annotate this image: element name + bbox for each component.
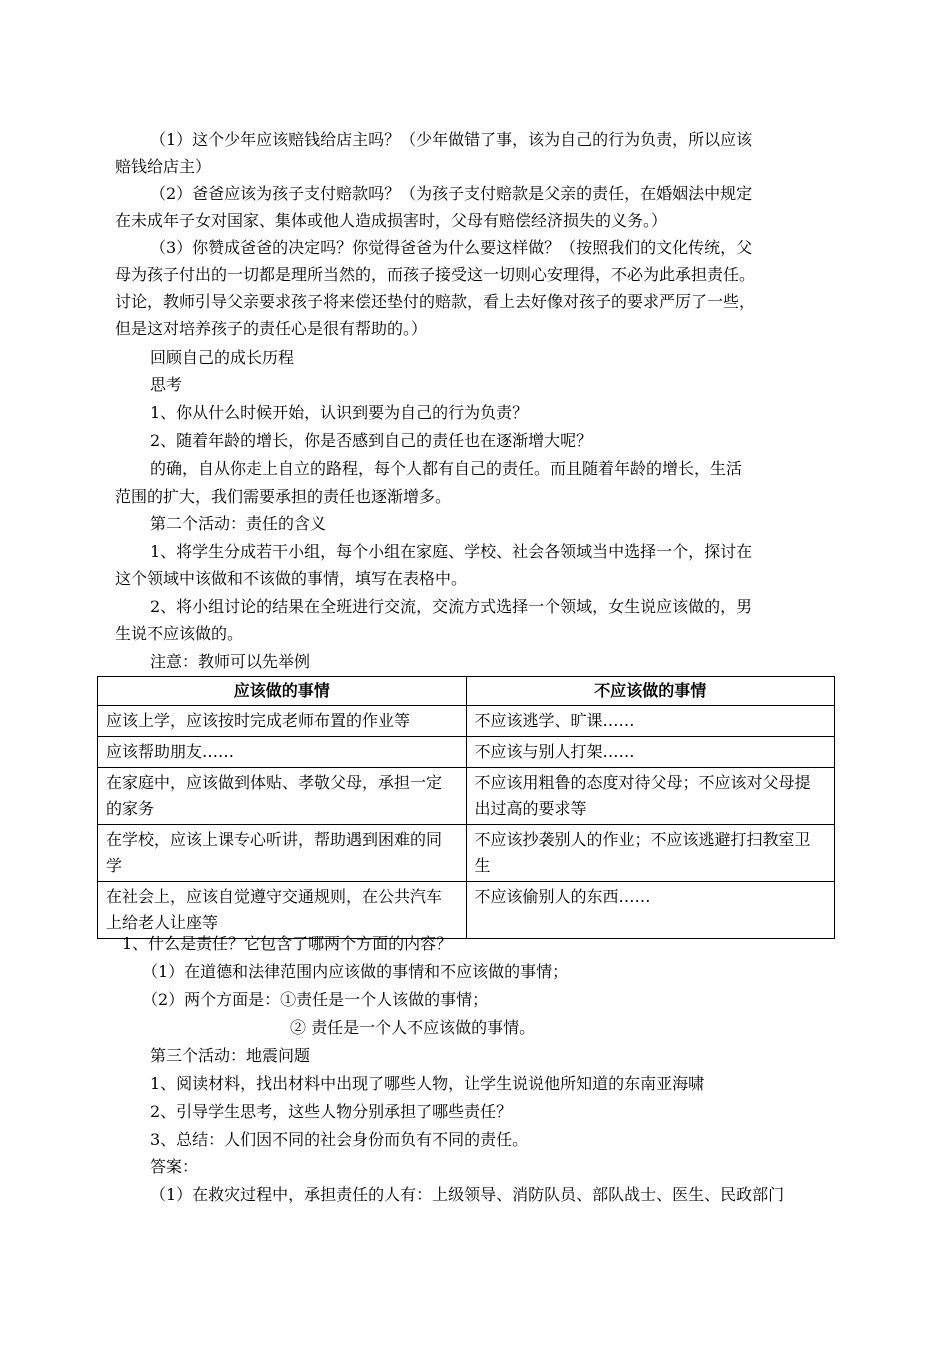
paragraph-line: （1）在道德和法律范围内应该做的事情和不应该做的事情； [142,962,569,981]
table-row [98,768,835,825]
paragraph-line: （2）两个方面是：①责任是一个人该做的事情； [142,990,489,1009]
paragraph-line: 3、总结：人们因不同的社会身份而负有不同的责任。 [150,1130,529,1149]
paragraph-line: 答案： [150,1157,199,1176]
paragraph-line: （2）爸爸应该为孩子支付赔款吗？（为孩子支付赔款是父亲的责任，在婚姻法中规定 [150,184,753,203]
paragraph-line: 回顾自己的成长历程 [150,348,295,367]
table-cell-should-not: 不应该偷别人的东西…… [466,882,835,939]
paragraph-line: ② 责任是一个人不应该做的事情。 [290,1018,536,1037]
table-cell-should-not: 不应该与别人打架…… [466,737,835,768]
table-cell-should: 应该上学，应该按时完成老师布置的作业等 [98,706,467,737]
paragraph-line: 的确，自从你走上自立的路程，每个人都有自己的责任。而且随着年龄的增长，生活 [150,459,743,478]
paragraph-line: 1、将学生分成若干小组，每个小组在家庭、学校、社会各领域当中选择一个，探讨在 [150,542,753,561]
paragraph-line: 范围的扩大，我们需要承担的责任也逐渐增多。 [115,487,452,506]
paragraph-line: 2、引导学生思考，这些人物分别承担了哪些责任？ [150,1102,513,1121]
paragraph-line: （1）这个少年应该赔钱给店主吗？（少年做错了事，该为自己的行为负责，所以应该 [150,130,753,149]
paragraph-line: 1、你从什么时候开始，认识到要为自己的行为负责？ [150,403,529,422]
paragraph-line: 在未成年子女对国家、集体或他人造成损害时，父母有赔偿经济损失的义务。） [115,211,668,230]
table-row [98,706,835,737]
paragraph-line: 2、随着年龄的增长，你是否感到自己的责任也在逐渐增大呢？ [150,431,593,450]
paragraph-line: 思考 [150,375,183,394]
responsibility-table [97,676,835,939]
paragraph-line: 母为孩子付出的一切都是理所当然的，而孩子接受这一切则心安理得，不必为此承担责任。 [115,265,756,284]
table-row [98,737,835,768]
table-header-should: 应该做的事情 [98,677,467,706]
paragraph-line: （1）在救灾过程中，承担责任的人有：上级领导、消防队员、部队战士、医生、民政部门 [150,1185,785,1204]
paragraph-line: 但是这对培养孩子的责任心是很有帮助的。） [115,319,428,338]
paragraph-line: 1、什么是责任？它包含了哪两个方面的内容？ [122,934,453,953]
paragraph-line: （3）你赞成爸爸的决定吗？你觉得爸爸为什么要这样做？（按照我们的文化传统，父 [150,238,753,257]
table-cell-should-not: 不应该用粗鲁的态度对待父母；不应该对父母提出过高的要求等 [466,768,835,825]
paragraph-line: 1、阅读材料，找出材料中出现了哪些人物，让学生说说他所知道的东南亚海啸 [150,1074,705,1093]
paragraph-line: 讨论，教师引导父亲要求孩子将来偿还垫付的赔款，看上去好像对孩子的要求严厉了一些， [115,292,756,311]
table-header-should-not: 不应该做的事情 [466,677,835,706]
table-cell-should: 在家庭中，应该做到体贴、孝敬父母，承担一定的家务 [98,768,467,825]
table-header-row [98,677,835,706]
paragraph-line: 生说不应该做的。 [115,624,244,643]
table-cell-should: 应该帮助朋友…… [98,737,467,768]
table-cell-should-not: 不应该逃学、旷课…… [466,706,835,737]
paragraph-line: 这个领域中该做和不该做的事情，填写在表格中。 [115,569,468,588]
table-cell-should: 在学校，应该上课专心听讲，帮助遇到困难的同学 [98,825,467,882]
table-cell-should-not: 不应该抄袭别人的作业；不应该逃避打扫教室卫生 [466,825,835,882]
paragraph-line: 第三个活动：地震问题 [150,1046,311,1065]
table-cell-should: 在社会上，应该自觉遵守交通规则，在公共汽车上给老人让座等 [98,882,467,939]
table-row [98,825,835,882]
table-row [98,882,835,939]
paragraph-line: 赔钱给店主） [115,157,212,176]
paragraph-line: 注意：教师可以先举例 [150,652,311,671]
paragraph-line: 第二个活动：责任的含义 [150,514,327,533]
paragraph-line: 2、将小组讨论的结果在全班进行交流，交流方式选择一个领域，女生说应该做的，男 [150,597,753,616]
